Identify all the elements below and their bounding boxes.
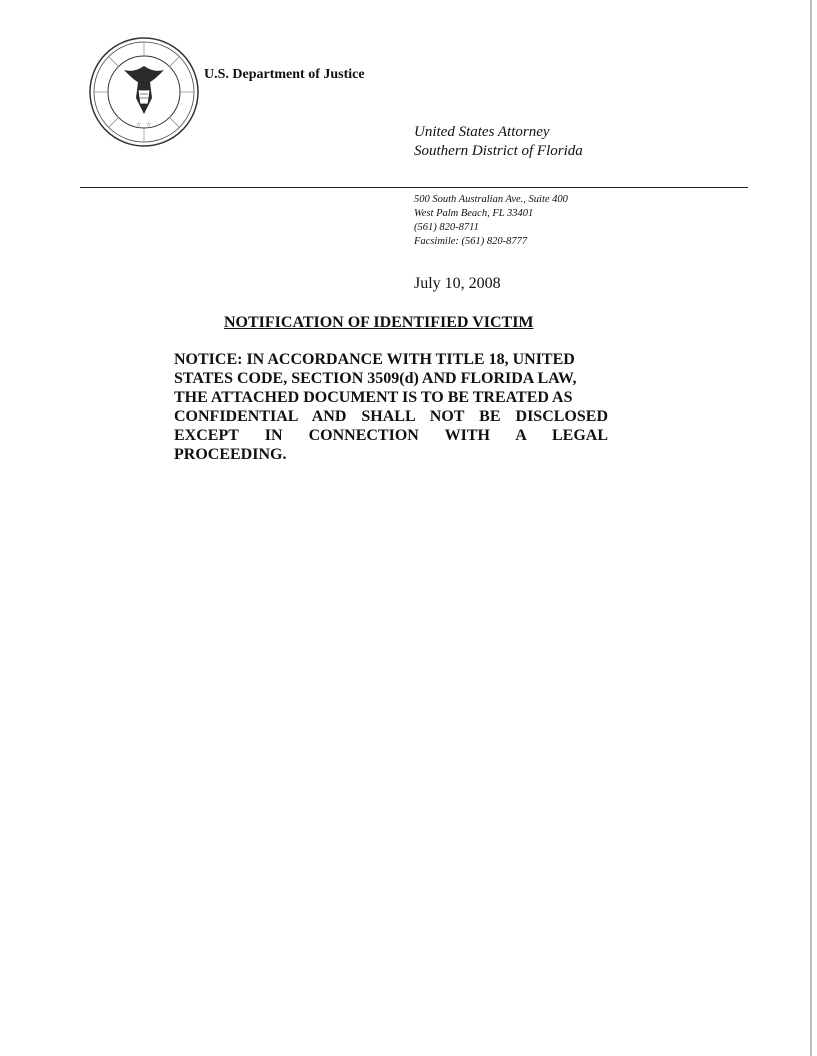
notice-line: CONFIDENTIAL AND SHALL NOT BE DISCLOSED [174,408,608,425]
scan-edge [810,0,812,1056]
notice-line: THE ATTACHED DOCUMENT IS TO BE TREATED AS [174,389,573,406]
header-divider [80,187,748,188]
office-district: Southern District of Florida [414,143,583,159]
office-block [414,123,583,161]
office-title: United States Attorney [414,124,550,140]
svg-text:☆: ☆ [146,122,152,128]
agency-name: U.S. Department of Justice [204,67,365,82]
fax: Facsimile: (561) 820-8777 [414,236,528,247]
notice-line: EXCEPT IN CONNECTION WITH A LEGAL [174,427,608,444]
notice-line: STATES CODE, SECTION 3509(d) AND FLORIDA LAW, [174,370,577,387]
letter-date: July 10, 2008 [414,275,501,292]
document-heading: NOTIFICATION OF IDENTIFIED VICTIM [224,314,534,331]
address-line-1: 500 South Australian Ave., Suite 400 [414,194,568,205]
contact-block [414,193,568,249]
confidentiality-notice [174,350,608,464]
notice-line: PROCEEDING. [174,446,287,463]
notice-line: NOTICE: IN ACCORDANCE WITH TITLE 18, UNITED [174,351,575,368]
phone: (561) 820-8711 [414,222,479,233]
doj-seal-icon [88,36,200,148]
address-line-2: West Palm Beach, FL 33401 [414,208,534,219]
svg-text:☆: ☆ [136,122,142,128]
